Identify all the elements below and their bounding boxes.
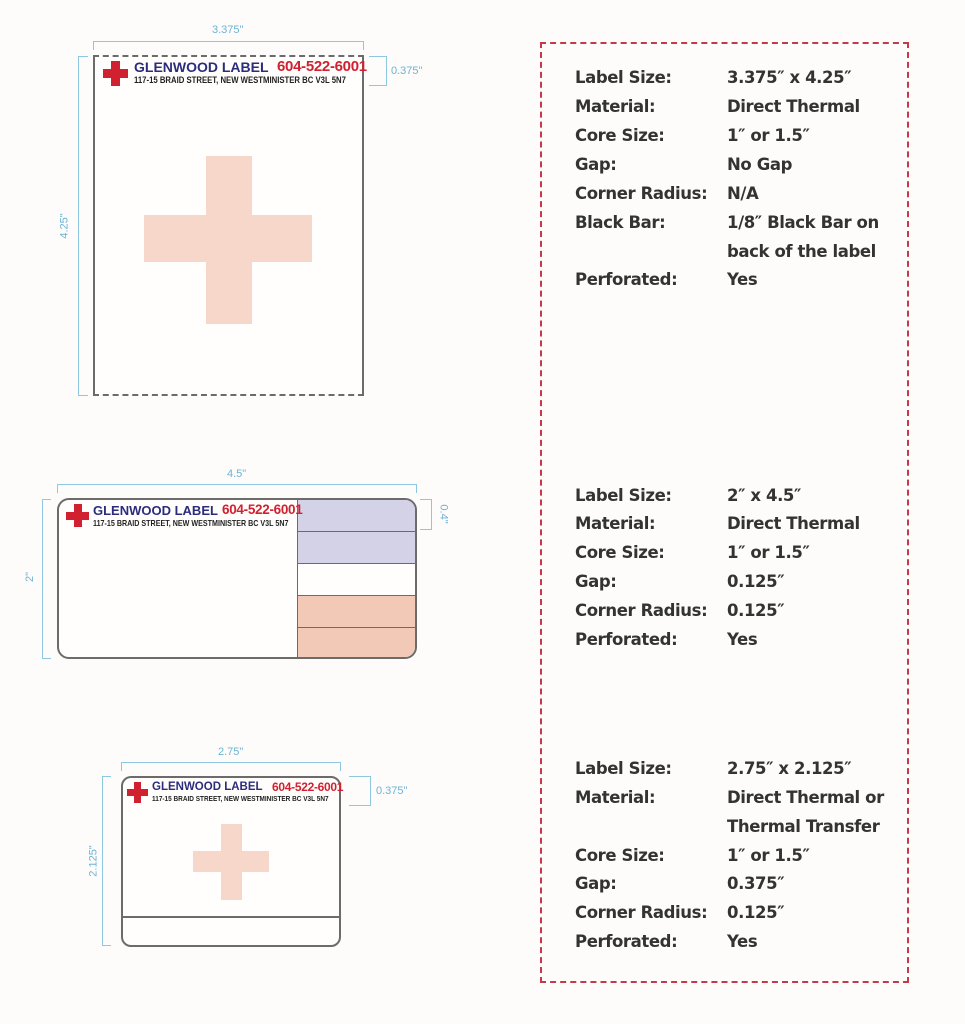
spec-value: 0.125″ [727, 601, 785, 620]
spec-value: 1″ or 1.5″ [727, 846, 810, 865]
dimension-line [93, 41, 364, 42]
height-dimension: 2" [24, 571, 37, 583]
brand-phone: 604-522-6001 [272, 780, 344, 794]
spec-key: Gap: [575, 874, 617, 893]
spec-key: Material: [575, 514, 656, 533]
dimension-tick [121, 762, 122, 771]
spec-key: Gap: [575, 155, 617, 174]
spec-value: 0.125″ [727, 572, 785, 591]
spec-value: Thermal Transfer [727, 817, 880, 836]
dimension-line [431, 499, 432, 530]
brand-phone: 604-522-6001 [277, 58, 367, 75]
stripe-5 [298, 628, 417, 659]
dimension-line [42, 499, 43, 659]
dimension-tick [93, 41, 94, 50]
stripe-1 [298, 500, 417, 532]
spec-key: Gap: [575, 572, 617, 591]
red-cross-logo-icon [103, 61, 128, 86]
spec-value: Direct Thermal or [727, 788, 884, 807]
red-cross-logo-icon [66, 504, 89, 527]
dimension-tick [42, 658, 51, 659]
brand-name: GLENWOOD LABEL [152, 781, 263, 793]
spec-value: Yes [727, 932, 758, 951]
header-dimension: 0.375" [376, 785, 408, 797]
spec-value: 2.75″ x 2.125″ [727, 759, 852, 778]
peach-cross-graphic-icon [193, 824, 269, 900]
brand-name: GLENWOOD LABEL [93, 503, 218, 518]
spec-value: 0.125″ [727, 903, 785, 922]
dimension-tick [78, 395, 88, 396]
spec-key: Label Size: [575, 486, 672, 505]
spec-value: 2″ x 4.5″ [727, 486, 801, 505]
spec-value: Direct Thermal [727, 514, 860, 533]
brand-address: 117-15 BRAID STREET, NEW WESTMINISTER BC V3L 5N7 [134, 75, 346, 85]
dimension-line [121, 762, 341, 763]
spec-value: No Gap [727, 155, 792, 174]
peach-cross-graphic-icon [144, 156, 312, 324]
spec-value: 1″ or 1.5″ [727, 126, 810, 145]
spec-key: Core Size: [575, 846, 665, 865]
width-dimension: 2.75" [218, 746, 244, 758]
spec-value: 3.375″ x 4.25″ [727, 68, 852, 87]
stripe-2 [298, 532, 417, 564]
spec-key: Label Size: [575, 68, 672, 87]
dimension-line [102, 776, 103, 946]
dimension-tick [78, 56, 88, 57]
dimension-tick [102, 776, 111, 777]
brand-address: 117-15 BRAID STREET, NEW WESTMINISTER BC V3L 5N7 [93, 518, 289, 528]
spec-key: Corner Radius: [575, 903, 708, 922]
spec-key: Core Size: [575, 126, 665, 145]
dimension-tick [102, 945, 111, 946]
width-dimension: 4.5" [227, 468, 247, 480]
spec-value: N/A [727, 184, 759, 203]
dimension-line [57, 484, 417, 485]
spec-key: Corner Radius: [575, 184, 708, 203]
spec-key: Core Size: [575, 543, 665, 562]
spec-key: Material: [575, 788, 656, 807]
stripe-dimension: 0.4" [437, 504, 450, 524]
dimension-tick [363, 41, 364, 50]
dimension-tick [369, 85, 387, 86]
spec-value: 1″ or 1.5″ [727, 543, 810, 562]
spec-key: Perforated: [575, 932, 678, 951]
dimension-tick [416, 484, 417, 493]
spec-key: Black Bar: [575, 213, 666, 232]
dimension-line [386, 56, 387, 86]
header-dimension: 0.375" [391, 65, 423, 77]
red-cross-logo-icon [127, 782, 148, 803]
spec-key: Corner Radius: [575, 601, 708, 620]
brand-address: 117-15 BRAID STREET, NEW WESTMINISTER BC V3L 5N7 [152, 794, 329, 803]
color-stripe-column [297, 500, 417, 657]
stripe-3 [298, 564, 417, 596]
spec-value: back of the label [727, 242, 876, 261]
spec-key: Perforated: [575, 630, 678, 649]
brand-phone: 604-522-6001 [222, 502, 303, 517]
spec-value: Direct Thermal [727, 97, 860, 116]
dimension-tick [349, 776, 371, 777]
dimension-tick [42, 499, 51, 500]
stripe-4 [298, 596, 417, 628]
dimension-tick [340, 762, 341, 771]
dimension-tick [349, 805, 371, 806]
width-dimension: 3.375" [212, 24, 244, 36]
dimension-line [370, 776, 371, 806]
spec-key: Label Size: [575, 759, 672, 778]
spec-value: Yes [727, 270, 758, 289]
dimension-tick [420, 529, 432, 530]
spec-value: Yes [727, 630, 758, 649]
dimension-line [78, 56, 79, 396]
bottom-strip-divider [123, 916, 339, 918]
spec-value: 0.375″ [727, 874, 785, 893]
spec-value: 1/8″ Black Bar on [727, 213, 879, 232]
height-dimension: 4.25" [58, 213, 71, 239]
dimension-tick [57, 484, 58, 493]
dimension-tick [369, 56, 387, 57]
brand-name: GLENWOOD LABEL [134, 59, 269, 75]
spec-key: Material: [575, 97, 656, 116]
spec-key: Perforated: [575, 270, 678, 289]
height-dimension: 2.125" [87, 845, 100, 877]
